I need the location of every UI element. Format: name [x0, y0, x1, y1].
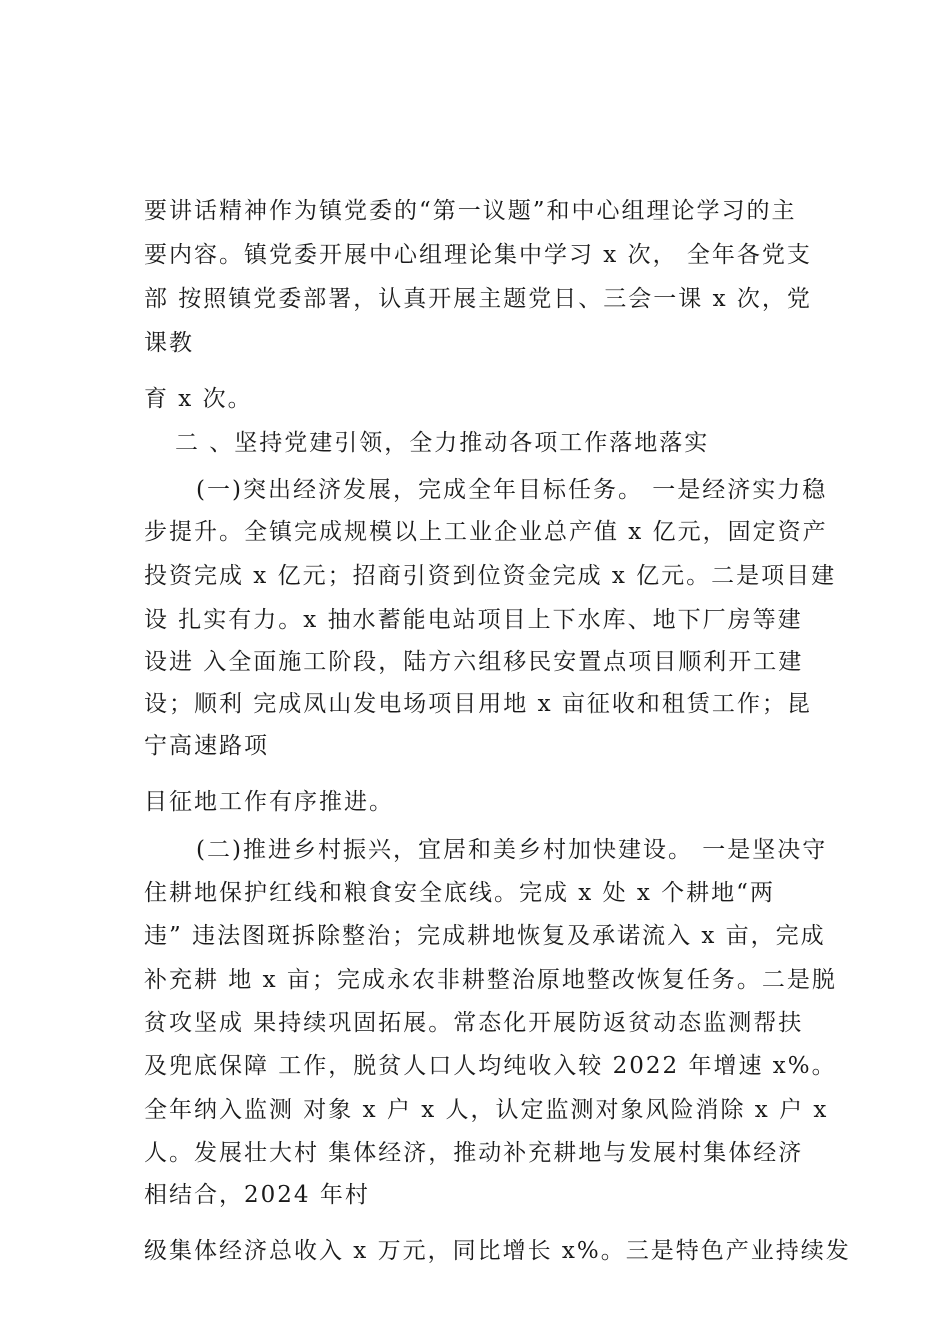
- body-text-line: 设 扎实有力。x 抽水蓄能电站项目上下水库、地下厂房等建: [144, 607, 803, 633]
- subsection-heading-line: (二)推进乡村振兴，宜居和美乡村加快建设。 一是坚决守: [196, 837, 828, 863]
- body-text-line: 全年纳入监测 对象 x 户 x 人，认定监测对象风险消除 x 户 x: [144, 1097, 829, 1123]
- body-text-line: 补充耕 地 x 亩；完成永农非耕整治原地整改恢复任务。二是脱: [144, 967, 837, 993]
- body-text-line: 贫攻坚成 果持续巩固拓展。常态化开展防返贫动态监测帮扶: [144, 1010, 804, 1036]
- body-text-line: 要讲话精神作为镇党委的“第一议题”和中心组理论学习的主: [144, 198, 797, 224]
- body-text-line: 设；顺利 完成凤山发电场项目用地 x 亩征收和租赁工作；昆: [144, 691, 812, 717]
- body-text-line: 住耕地保护红线和粮食安全底线。完成 x 处 x 个耕地“两: [144, 880, 775, 906]
- subsection-heading-line: (一)突出经济发展，完成全年目标任务。 一是经济实力稳: [196, 477, 828, 503]
- section-heading: 二 、坚持党建引领，全力推动各项工作落地落实: [175, 430, 710, 456]
- body-text-line: 育 x 次。: [144, 386, 253, 412]
- body-text-line: 人。发展壮大村 集体经济，推动补充耕地与发展村集体经济: [144, 1140, 804, 1166]
- body-text-line: 相结合，2024 年村: [144, 1182, 370, 1208]
- body-text-line: 投资完成 x 亿元；招商引资到位资金完成 x 亿元。二是项目建: [144, 563, 837, 589]
- body-text-line: 及兜底保障 工作，脱贫人口人均纯收入较 2022 年增速 x%。: [144, 1053, 837, 1079]
- body-text-line: 目征地工作有序推进。: [144, 789, 394, 815]
- body-text-line: 部 按照镇党委部署，认真开展主题党日、三会一课 x 次，党: [144, 286, 812, 312]
- body-text-line: 级集体经济总收入 x 万元，同比增长 x%。三是特色产业持续发: [144, 1238, 851, 1264]
- body-text-line: 步提升。全镇完成规模以上工业企业总产值 x 亿元，固定资产: [144, 519, 828, 545]
- body-text-line: 宁高速路项: [144, 733, 269, 759]
- body-text-line: 课教: [144, 330, 194, 356]
- body-text-line: 设进 入全面施工阶段，陆方六组移民安置点项目顺利开工建: [144, 649, 804, 675]
- body-text-line: 违” 违法图斑拆除整治；完成耕地恢复及承诺流入 x 亩，完成: [144, 923, 826, 949]
- body-text-line: 要内容。镇党委开展中心组理论集中学习 x 次， 全年各党支: [144, 242, 812, 268]
